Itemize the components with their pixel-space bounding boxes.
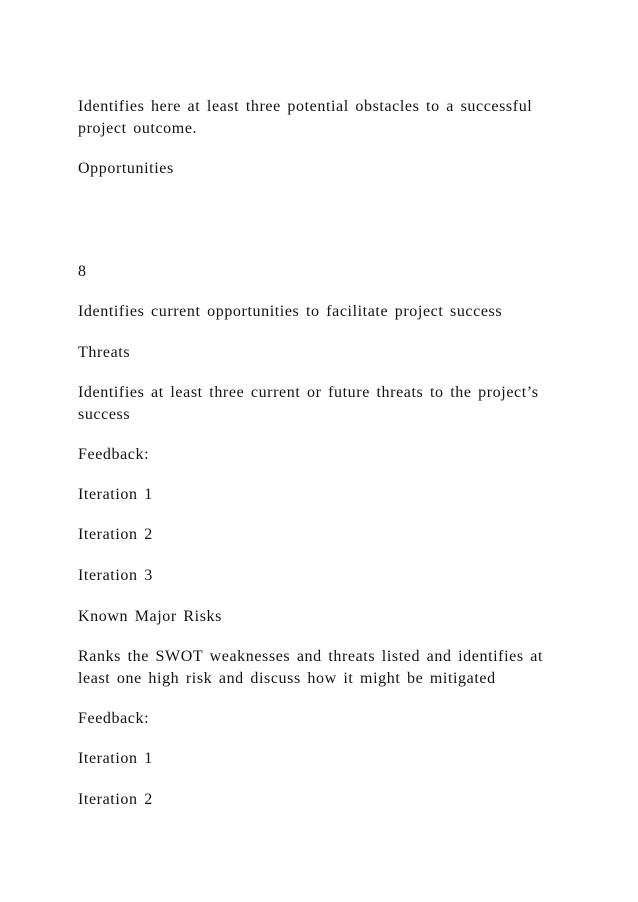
iteration-1-label-b: Iteration 1 xyxy=(78,750,153,767)
page-number: 8 xyxy=(78,263,87,280)
paragraph-threats: Identifies at least three current or future threats to the project’s success xyxy=(78,384,539,423)
heading-known-major-risks: Known Major Risks xyxy=(78,608,222,625)
heading-threats: Threats xyxy=(78,344,131,361)
iteration-2-label-b: Iteration 2 xyxy=(78,791,153,808)
iteration-3-label: Iteration 3 xyxy=(78,567,153,584)
paragraph-risks: Ranks the SWOT weaknesses and threats listed and identifies at least one high risk and discuss how it might be mitigated xyxy=(78,648,544,687)
paragraph-opportunities: Identifies current opportunities to facilitate project success xyxy=(78,303,503,320)
feedback-label-2: Feedback: xyxy=(78,710,150,727)
feedback-label-1: Feedback: xyxy=(78,446,150,463)
iteration-1-label-a: Iteration 1 xyxy=(78,486,153,503)
heading-opportunities: Opportunities xyxy=(78,160,174,177)
paragraph-obstacles: Identifies here at least three potential obstacles to a successful project outcome. xyxy=(78,98,533,137)
iteration-2-label-a: Iteration 2 xyxy=(78,526,153,543)
